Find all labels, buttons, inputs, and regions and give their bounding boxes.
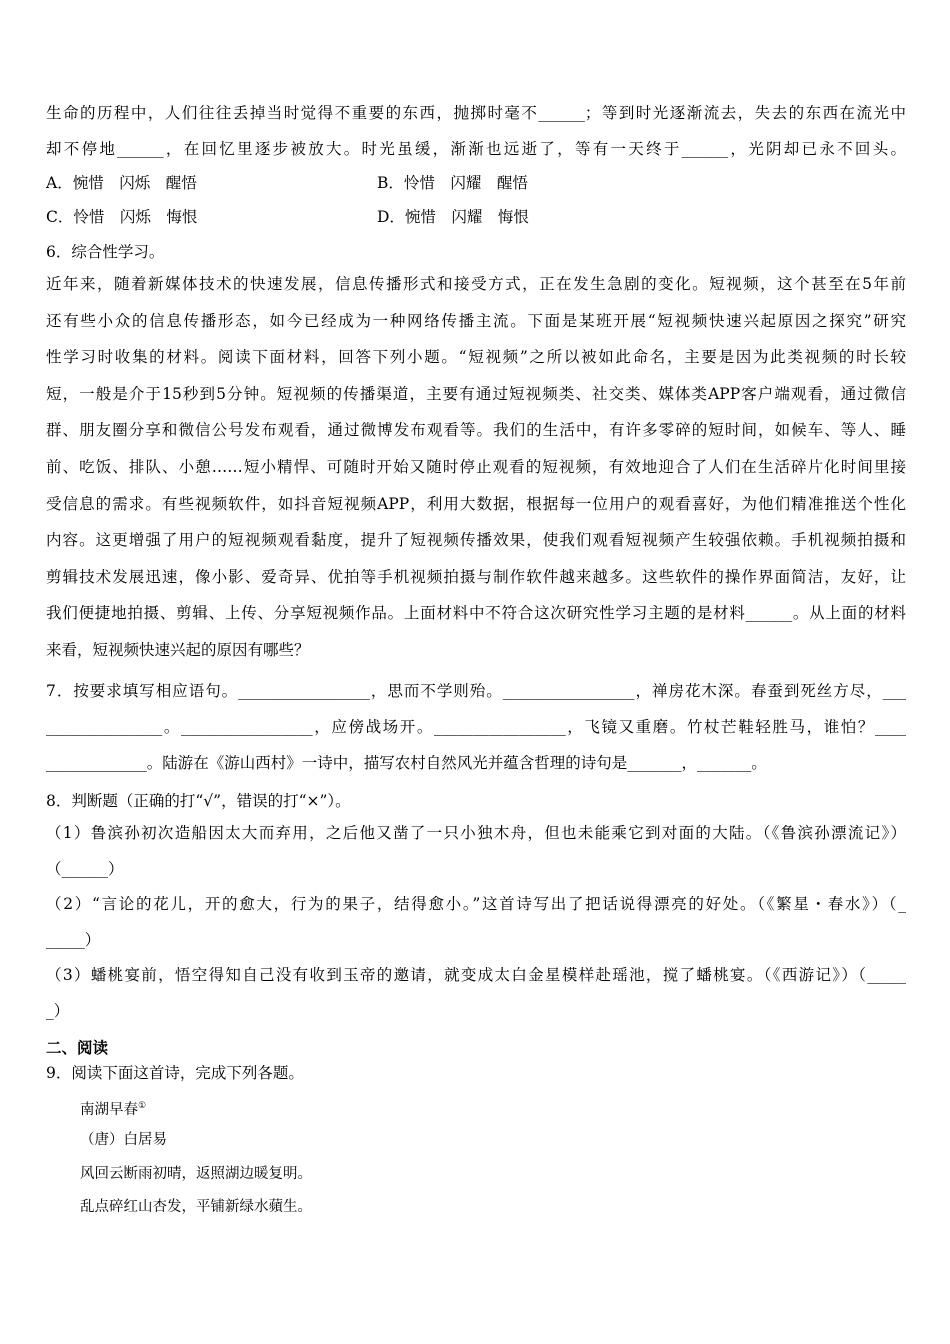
q7-line: _______________。_________________，应傍战场开。_________________，飞镜又重磨。竹杖芒鞋轻胜马，谁怕？____ <box>46 718 906 736</box>
q7-body <box>46 673 906 781</box>
q6-line: 性学习时收集的材料。阅读下面材料，回答下列小题。“短视频”之所以被如此命名，主要是因为此类视频的时长较 <box>46 348 906 367</box>
q5-option-c: C．怜惜 闪烁 悔恨 <box>46 208 198 226</box>
section-heading-reading: 二、阅读 <box>46 1038 109 1057</box>
q5-option-b: B．怜惜 闪耀 醒悟 <box>377 174 528 192</box>
q5-line-1: 生命的历程中，人们往往丢掉当时觉得不重要的东西，抛掷时毫不______；等到时光逐渐流去，失去的东西在流光中 <box>46 104 906 122</box>
q8-title: 8．判断题（正确的打“√”，错误的打“×”）。 <box>46 792 351 810</box>
q7-line: _____________。陆游在《游山西村》一诗中，描写农村自然风光并蕴含哲理的诗句是_______，_______。 <box>46 754 767 772</box>
q5-option-d: D．惋惜 闪耀 悔恨 <box>377 208 529 226</box>
poem-note-mark: ① <box>138 1101 147 1111</box>
q5-stem <box>46 95 906 167</box>
q6-line: 还有些小众的信息传播形态，如今已经成为一种网络传播主流。下面是某班开展“短视频快速兴起原因之探究”研究 <box>46 311 906 330</box>
poem-verse-2: 乱点碎红山杏发，平铺新绿水蘋生。 <box>80 1199 312 1215</box>
q6-line: 近年来，随着新媒体技术的快速发展，信息传播形式和接受方式，正在发生急剧的变化。短视频，这个甚至在5年前 <box>46 275 906 293</box>
q5-option-a: A．惋惜 闪烁 醒悟 <box>46 174 197 192</box>
q6-line: 群、朋友圈分享和微信公号发布观看，通过微博发布观看等。我们的生活中，有许多零碎的短时间，如候车、等人、睡 <box>46 421 906 440</box>
poem-author: （唐）白居易 <box>80 1132 167 1148</box>
q9-title: 9．阅读下面这首诗，完成下列各题。 <box>46 1064 304 1082</box>
q5-line-2: 却不停地______，在回忆里逐步被放大。时光虽缓，渐渐也远逝了，等有一天终于______，光阴却已永不回头。 <box>46 140 906 158</box>
q6-title: 6．综合性学习。 <box>46 243 165 261</box>
q8-line: _____） <box>46 930 101 949</box>
poem-verse-1: 风回云断雨初晴，返照湖边暖复明。 <box>80 1166 312 1182</box>
q6-line: 前、吃饭、排队、小憩……短小精悍、可随时开始又随时停止观看的短视频，有效地迎合了人们在生活碎片化时间里接 <box>46 457 906 476</box>
q8-line: _） <box>46 1001 70 1020</box>
q6-line: 短，一般是介于15秒到5分钟。短视频的传播渠道，主要有通过短视频类、社交类、媒体类APP客户端观看，通过微信 <box>46 384 906 403</box>
q6-body <box>46 266 906 669</box>
q6-line: 受信息的需求。有些视频软件，如抖音短视频APP，利用大数据，根据每一位用户的观看喜好，为他们精准推送个性化 <box>46 494 906 513</box>
q8-line: （______） <box>46 859 124 878</box>
q6-line: 内容。这更增强了用户的短视频观看黏度，提升了短视频传播效果，使我们观看短视频产生较强依赖。手机视频拍摄和 <box>46 531 906 550</box>
q6-line: 剪辑技术发展迅速，像小影、爱奇异、优拍等手机视频拍摄与制作软件越来越多。这些软件的操作界面简洁，友好，让 <box>46 567 906 586</box>
q7-line: 7．按要求填写相应语句。_________________，思而不学则殆。_________________，禅房花木深。春蚕到死丝方尽，___ <box>46 682 906 700</box>
q6-line: 我们便捷地拍摄、剪辑、上传、分享短视频作品。上面材料中不符合这次研究性学习主题的是材料______。从上面的材料 <box>46 604 906 623</box>
poem-title <box>80 1090 146 1126</box>
poem-title-text: 南湖早春 <box>80 1101 138 1118</box>
q8-line: （2）“言论的花儿，开的愈大，行为的果子，结得愈小。”这首诗写出了把话说得漂亮的好处。（《繁星・春水》）（_ <box>46 895 906 913</box>
q6-line: 来看，短视频快速兴起的原因有哪些？ <box>46 640 310 659</box>
q8-body <box>46 816 906 1029</box>
q8-line: （1）鲁滨孙初次造船因太大而弃用，之后他又凿了一只小独木舟，但也未能乘它到对面的大陆。（《鲁滨孙漂流记》） <box>46 824 906 842</box>
q8-line: （3）蟠桃宴前，悟空得知自己没有收到玉帝的邀请，就变成太白金星模样赴瑶池，搅了蟠桃宴。（《西游记》）（_____ <box>46 966 906 984</box>
